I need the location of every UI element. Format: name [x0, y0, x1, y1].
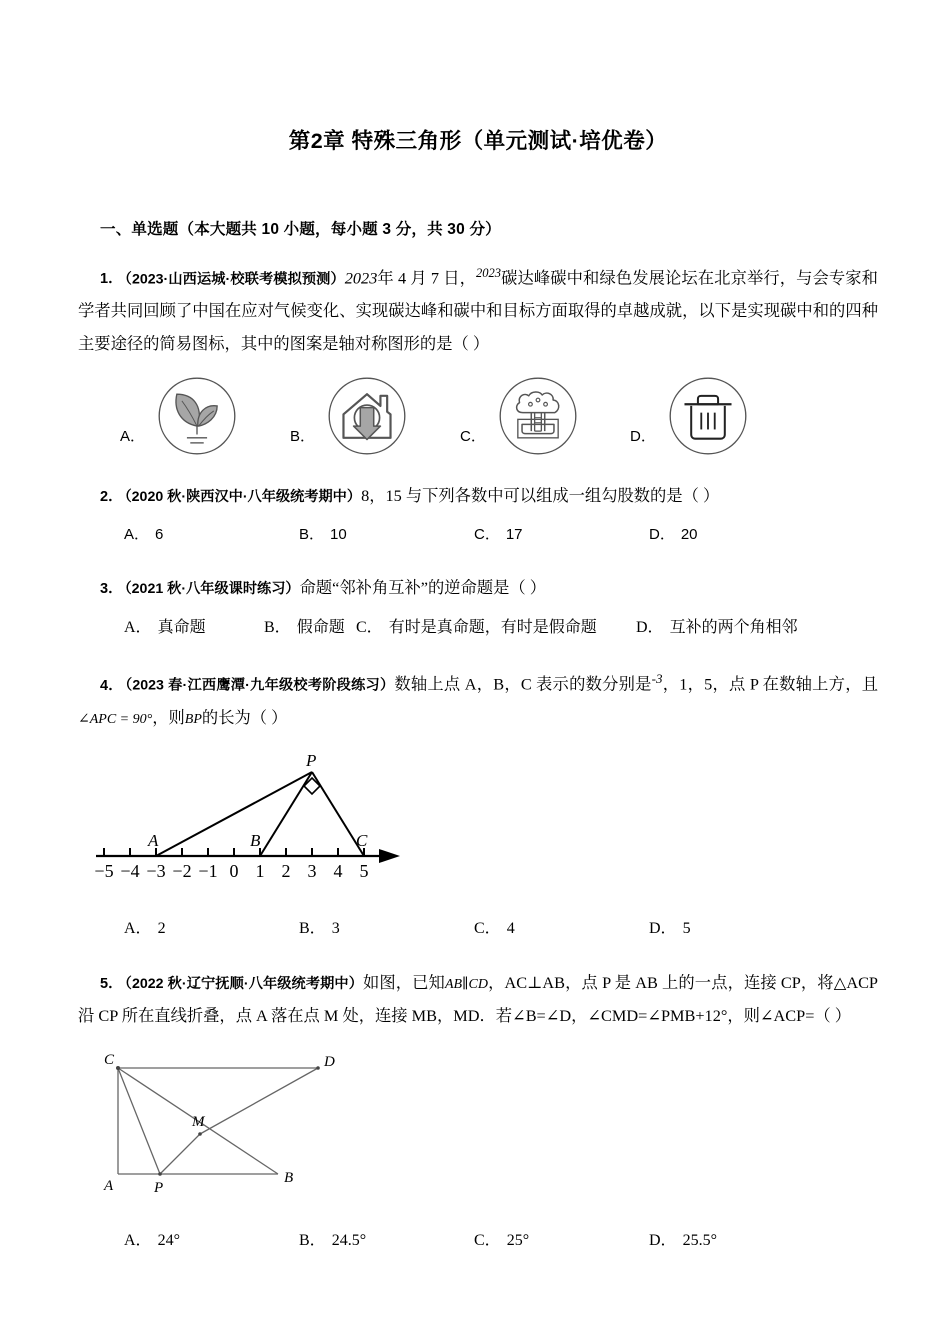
question-4-stem-d: 的长为（ ）: [201, 707, 288, 727]
option-b-label: B．: [290, 428, 316, 446]
question-5-source: （2022 秋·辽宁抚顺·八年级统考期中）: [124, 976, 364, 993]
question-2-option-d[interactable]: [649, 519, 824, 551]
question-3-number: 3．: [100, 581, 123, 598]
option-text: 有时是真命题，有时是假命题: [388, 618, 597, 636]
svg-text:P: P: [306, 751, 317, 771]
option-d-cell[interactable]: [630, 374, 800, 458]
option-c-cell[interactable]: [460, 374, 630, 458]
question-3-option-d[interactable]: [636, 611, 798, 645]
question-4-options: [124, 912, 878, 946]
section-heading: 一、单选题（本大题共 10 小题，每小题 3 分，共 30 分）: [100, 221, 501, 238]
question-5-figure: [88, 1046, 878, 1218]
question-4-option-c[interactable]: [474, 912, 649, 946]
option-label: B．: [299, 919, 326, 937]
question-4-text: [78, 666, 878, 734]
question-4-stem-b: ，1，5，点 P 在数轴上方，且: [662, 674, 878, 694]
option-c-label: C．: [460, 428, 486, 446]
question-2-text: [78, 480, 878, 513]
svg-text:5: 5: [359, 861, 369, 882]
option-text: 5: [682, 919, 691, 937]
page-title: 第2章 特殊三角形（单元测试·培优卷）: [288, 129, 668, 153]
svg-text:C: C: [104, 1052, 115, 1069]
option-a-label: A．: [120, 428, 146, 446]
svg-text:P: P: [154, 1180, 164, 1197]
option-text: 24.5°: [331, 1232, 367, 1250]
question-2-option-c[interactable]: [474, 519, 649, 551]
svg-text:M: M: [192, 1114, 205, 1131]
option-text: 假命题: [296, 618, 345, 636]
option-label: B．: [264, 618, 291, 636]
question-2-number: 2．: [100, 489, 123, 506]
question-4-segment-bp: BP: [184, 711, 202, 727]
svg-text:A: A: [104, 1178, 114, 1195]
option-text: 20: [680, 525, 698, 543]
svg-text:−2: −2: [172, 861, 192, 882]
question-4-figure: [84, 744, 878, 906]
option-d-label: D．: [630, 428, 656, 446]
trash-can-icon: [666, 374, 750, 458]
question-5-options: [124, 1224, 878, 1258]
question-5-option-c[interactable]: [474, 1224, 649, 1258]
question-2-source: （2020 秋·陕西汉中·八年级统考期中）: [124, 489, 362, 506]
question-2-options: [124, 519, 878, 551]
question-2-stem: 8，15 与下列各数中可以组成一组勾股数的是（ ）: [361, 486, 720, 506]
question-1-stem-year: 2023: [344, 268, 378, 288]
question-3-stem: 命题“邻补角互补”的逆命题是（ ）: [299, 578, 547, 598]
question-5-option-d[interactable]: [649, 1224, 824, 1258]
option-b-cell[interactable]: [290, 374, 460, 458]
question-4-source: （2023 春·江西鹰潭·九年级校考阶段练习）: [125, 677, 395, 694]
question-4-option-a[interactable]: [124, 912, 299, 946]
question-4-value-neg3: -3: [651, 671, 663, 687]
option-text: 10: [330, 525, 347, 543]
option-label: D．: [636, 618, 664, 636]
question-5-parallel-condition: AB∥CD: [444, 977, 488, 993]
option-label: C．: [474, 919, 501, 937]
question-1-stem-superscript: 2023: [476, 266, 501, 280]
svg-text:A: A: [148, 831, 159, 851]
question-1-option-icons: [120, 374, 878, 458]
option-text: 真命题: [157, 618, 206, 636]
question-4-stem-a: 数轴上点 A，B，C 表示的数分别是: [394, 674, 652, 694]
question-4: [78, 666, 878, 945]
question-1-stem-main: 碳达峰碳中和绿色发展论坛在北京举行，与会专家和学者共同回顾了中国在应对气候变化、实现碳达峰和碳中和目标方面取得的卓越成就，以下是实现碳中和的四种主要途径的简易图标，其中的图案是轴对称图形的是（ ）: [78, 268, 878, 353]
question-3-option-a[interactable]: [124, 611, 264, 645]
svg-text:D: D: [324, 1054, 335, 1071]
question-2-option-b[interactable]: [299, 519, 474, 551]
page-content: [78, 0, 878, 1258]
tree-planter-icon: [496, 374, 580, 458]
svg-text:2: 2: [281, 861, 291, 882]
option-label: C．: [474, 1232, 501, 1250]
question-2: [78, 480, 878, 550]
svg-text:−3: −3: [146, 861, 166, 882]
option-text: 2: [157, 919, 166, 937]
option-text: 3: [331, 919, 340, 937]
svg-text:4: 4: [333, 861, 343, 882]
question-5-option-b[interactable]: [299, 1224, 474, 1258]
question-3: [78, 572, 878, 644]
option-label: C．: [356, 618, 383, 636]
svg-text:3: 3: [307, 861, 317, 882]
question-5-text: [78, 967, 878, 1032]
option-label: B．: [299, 525, 325, 543]
question-4-option-d[interactable]: [649, 912, 824, 946]
number-line-triangle-figure: [84, 744, 414, 894]
question-5-stem-b: ，AC⊥AB，点 P 是 AB 上的一点，连接 CP，将△ACP 沿 CP 所在直线折叠，点 A 落在点 M 处，连接 MB，MD．若∠B=∠D，∠CMD=∠PMB+12°，则∠ACP=（ ）: [78, 973, 878, 1025]
question-3-source: （2021 秋·八年级课时练习）: [124, 581, 300, 598]
leaf-plant-icon: [155, 374, 239, 458]
svg-text:B: B: [250, 831, 261, 851]
question-4-option-b[interactable]: [299, 912, 474, 946]
option-label: D．: [649, 1232, 677, 1250]
option-text: 6: [155, 525, 164, 543]
question-3-option-b[interactable]: [264, 611, 356, 645]
option-a-cell[interactable]: [120, 374, 290, 458]
option-text: 互补的两个角相邻: [669, 618, 798, 636]
house-down-arrow-icon: [325, 374, 409, 458]
svg-text:−1: −1: [198, 861, 218, 882]
svg-text:0: 0: [229, 861, 239, 882]
option-label: B．: [299, 1232, 326, 1250]
question-4-angle-condition: ∠APC = 90°: [78, 711, 153, 727]
svg-text:B: B: [284, 1170, 294, 1187]
option-text: 25°: [506, 1232, 530, 1250]
question-5: [78, 967, 878, 1257]
svg-text:−4: −4: [120, 861, 140, 882]
question-3-text: [78, 572, 878, 605]
option-label: A．: [124, 919, 152, 937]
option-text: 24°: [157, 1232, 180, 1250]
option-label: D．: [649, 919, 677, 937]
question-3-options: [124, 611, 878, 645]
option-label: A．: [124, 525, 150, 543]
question-2-option-a[interactable]: [124, 519, 299, 551]
svg-text:1: 1: [255, 861, 265, 882]
option-text: 17: [505, 525, 523, 543]
option-label: A．: [124, 1232, 152, 1250]
question-5-option-a[interactable]: [124, 1224, 299, 1258]
question-4-stem-c: ，则: [152, 707, 185, 727]
option-text: 4: [506, 919, 515, 937]
option-text: 25.5°: [682, 1232, 717, 1250]
question-1-number: 1．: [100, 271, 123, 288]
question-1: [78, 261, 878, 458]
question-4-number: 4．: [100, 677, 124, 694]
svg-text:−5: −5: [94, 861, 114, 882]
question-5-stem-a: 如图，已知: [363, 973, 445, 993]
svg-text:C: C: [356, 831, 368, 851]
option-label: A．: [124, 618, 152, 636]
option-label: C．: [474, 525, 500, 543]
question-5-number: 5．: [100, 976, 123, 993]
question-1-source: （2023·山西运城·校联考模拟预测）: [124, 271, 345, 288]
question-3-option-c[interactable]: [356, 611, 636, 645]
question-1-text: [78, 261, 878, 360]
fold-geometry-figure: [88, 1046, 378, 1206]
option-label: D．: [649, 525, 675, 543]
question-1-stem-date: 年 4 月 7 日，: [377, 268, 476, 288]
